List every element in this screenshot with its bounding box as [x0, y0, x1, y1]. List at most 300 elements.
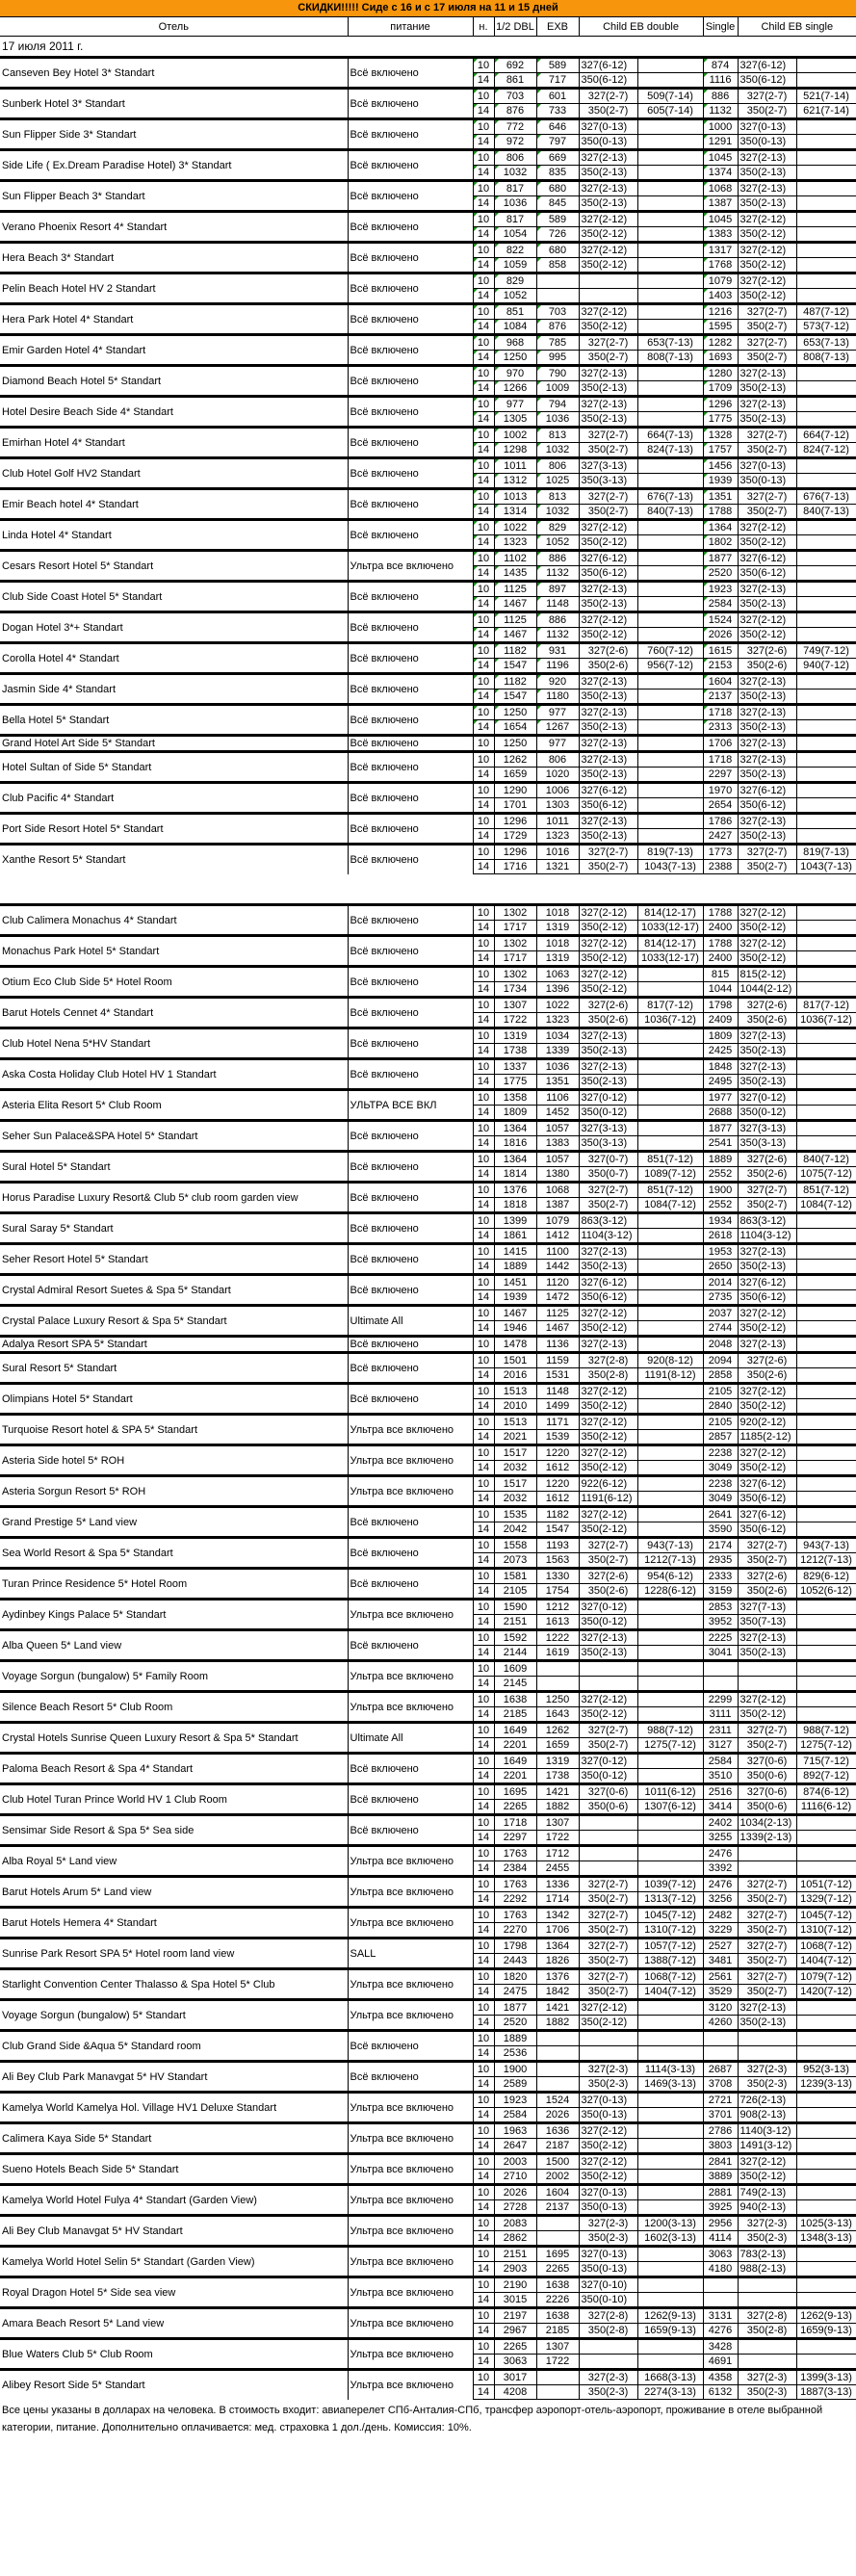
- cell-child-sgl-2: 1068(7-12): [796, 1939, 856, 1954]
- cell-nights: 10: [473, 212, 494, 227]
- cell-exb: [536, 289, 579, 304]
- cell-child-dbl-1: 327(2-13): [579, 150, 637, 166]
- cell-child-dbl-2: [637, 1306, 703, 1321]
- cell-dbl: 1722: [494, 1013, 536, 1028]
- cell-exb: 1159: [536, 1353, 579, 1368]
- cell-child-dbl-2: [637, 1492, 703, 1507]
- cell-child-dbl-2: [637, 289, 703, 304]
- cell-nights: 10: [473, 1908, 494, 1923]
- cell-child-sgl-2: [796, 597, 856, 612]
- cell-nights: 14: [473, 1229, 494, 1244]
- cell-child-dbl-1: 350(0-13): [579, 135, 637, 150]
- cell-exb: 1351: [536, 1075, 579, 1090]
- cell-single: 2333: [703, 1569, 738, 1584]
- cell-child-dbl-1: 327(2-12): [579, 1415, 637, 1430]
- cell-child-dbl-2: 1191(8-12): [637, 1368, 703, 1384]
- cell-dbl: 1182: [494, 674, 536, 690]
- cell-child-sgl-2: [796, 1384, 856, 1399]
- table-row: [0, 335, 856, 351]
- cell-single: 1296: [703, 397, 738, 412]
- cell-child-dbl-1: 350(2-7): [579, 1923, 637, 1939]
- cell-single: 1798: [703, 998, 738, 1013]
- cell-nights: 14: [473, 1321, 494, 1337]
- cell-child-dbl-1: 327(0-10): [579, 2277, 637, 2293]
- hotel-name: Port Side Resort Hotel 5* Standart: [0, 814, 348, 845]
- cell-child-sgl-2: 892(7-12): [796, 1769, 856, 1784]
- cell-child-sgl-2: 487(7-12): [796, 304, 856, 320]
- table-row: [0, 1337, 856, 1353]
- hotel-name: Kamelya World Hotel Fulya 4* Standart (Garden View): [0, 2185, 348, 2216]
- cell-nights: 10: [473, 643, 494, 659]
- cell-nights: 10: [473, 2062, 494, 2077]
- cell-exb: 1319: [536, 951, 579, 967]
- cell-single: 3708: [703, 2077, 738, 2093]
- cell-single: 3803: [703, 2139, 738, 2154]
- cell-nights: 14: [473, 1522, 494, 1538]
- meal-plan: Всё включено: [348, 674, 473, 705]
- cell-single: 2618: [703, 1229, 738, 1244]
- cell-dbl: 968: [494, 335, 536, 351]
- cell-child-sgl-1: 815(2-12): [738, 967, 796, 982]
- cell-child-sgl-1: 327(2-12): [738, 936, 796, 951]
- cell-exb: 1136: [536, 1337, 579, 1353]
- table-row: [0, 1476, 856, 1492]
- cell-child-sgl-1: 327(2-12): [738, 1306, 796, 1321]
- cell-dbl: 1011: [494, 458, 536, 474]
- meal-plan: Всё включено: [348, 1213, 473, 1244]
- table-row: [0, 1692, 856, 1707]
- cell-nights: 10: [473, 1569, 494, 1584]
- cell-child-sgl-2: [796, 1630, 856, 1646]
- cell-dbl: 2016: [494, 1368, 536, 1384]
- cell-child-dbl-2: [637, 2293, 703, 2308]
- cell-single: 1788: [703, 936, 738, 951]
- cell-child-sgl-1: 1140(3-12): [738, 2123, 796, 2139]
- cell-nights: 14: [473, 1260, 494, 1275]
- cell-single: 1045: [703, 212, 738, 227]
- cell-exb: 813: [536, 489, 579, 505]
- cell-child-sgl-2: 819(7-13): [796, 845, 856, 860]
- cell-child-sgl-2: 817(7-12): [796, 998, 856, 1013]
- cell-exb: [536, 1677, 579, 1692]
- cell-nights: 14: [473, 1584, 494, 1600]
- cell-child-sgl-1: 327(6-12): [738, 551, 796, 566]
- cell-nights: 10: [473, 551, 494, 566]
- cell-child-dbl-1: 327(2-12): [579, 2000, 637, 2016]
- cell-child-dbl-2: 1388(7-12): [637, 1954, 703, 1969]
- cell-child-sgl-2: 1079(7-12): [796, 1969, 856, 1985]
- cell-child-dbl-2: [637, 566, 703, 582]
- cell-child-sgl-1: 350(2-12): [738, 1707, 796, 1723]
- cell-nights: 14: [473, 1198, 494, 1213]
- cell-exb: 2185: [536, 2324, 579, 2339]
- cell-nights: 14: [473, 860, 494, 874]
- cell-single: 2881: [703, 2185, 738, 2200]
- cell-dbl: 1376: [494, 1183, 536, 1198]
- cell-dbl: 806: [494, 150, 536, 166]
- cell-child-sgl-1: 350(2-12): [738, 1399, 796, 1415]
- cell-single: 2527: [703, 1939, 738, 1954]
- cell-child-dbl-1: 327(2-12): [579, 1306, 637, 1321]
- cell-child-sgl-1: [738, 1661, 796, 1677]
- cell-child-dbl-1: 327(2-13): [579, 582, 637, 597]
- cell-child-dbl-2: 851(7-12): [637, 1152, 703, 1167]
- cell-nights: 14: [473, 720, 494, 736]
- cell-dbl: 1052: [494, 289, 536, 304]
- cell-exb: 1057: [536, 1152, 579, 1167]
- cell-exb: 2187: [536, 2139, 579, 2154]
- cell-child-sgl-2: [796, 397, 856, 412]
- cell-exb: [536, 2385, 579, 2400]
- cell-child-sgl-1: 327(2-12): [738, 612, 796, 628]
- cell-child-sgl-1: 327(2-12): [738, 1692, 796, 1707]
- cell-dbl: 822: [494, 243, 536, 258]
- cell-child-sgl-2: [796, 783, 856, 798]
- cell-exb: 1120: [536, 1275, 579, 1290]
- cell-nights: 10: [473, 1877, 494, 1892]
- table-row: [0, 1784, 856, 1800]
- cell-child-sgl-2: [796, 674, 856, 690]
- cell-child-sgl-1: 350(6-12): [738, 73, 796, 89]
- cell-child-dbl-2: [637, 1846, 703, 1861]
- cell-child-sgl-1: 350(2-13): [738, 381, 796, 397]
- cell-dbl: 1592: [494, 1630, 536, 1646]
- cell-child-sgl-2: [796, 258, 856, 273]
- cell-exb: 1212: [536, 1600, 579, 1615]
- cell-child-sgl-1: 783(2-13): [738, 2247, 796, 2262]
- hotel-name: Seher Sun Palace&SPA Hotel 5* Standart: [0, 1121, 348, 1152]
- hotel-name: Paloma Beach Resort & Spa 4* Standart: [0, 1754, 348, 1784]
- cell-child-sgl-2: 1212(7-13): [796, 1553, 856, 1569]
- cell-single: 1216: [703, 304, 738, 320]
- cell-child-sgl-2: [796, 119, 856, 135]
- col-child-eb-single: Child EB single: [738, 17, 856, 37]
- cell-child-sgl-1: 350(2-12): [738, 1321, 796, 1337]
- cell-child-sgl-1: 327(2-7): [738, 89, 796, 104]
- cell-child-sgl-1: 327(2-8): [738, 2308, 796, 2324]
- cell-nights: 14: [473, 2293, 494, 2308]
- cell-nights: 14: [473, 1492, 494, 1507]
- cell-child-sgl-2: 1043(7-13): [796, 860, 856, 874]
- table-row: [0, 1723, 856, 1738]
- cell-child-dbl-2: 988(7-12): [637, 1723, 703, 1738]
- meal-plan: Всё включено: [348, 643, 473, 674]
- cell-child-dbl-1: 327(2-12): [579, 1692, 637, 1707]
- meal-plan: Ультра все включено: [348, 2339, 473, 2370]
- hotel-name: Turan Prince Residence 5* Hotel Room: [0, 1569, 348, 1600]
- cell-nights: 10: [473, 2308, 494, 2324]
- col-exb: EXB: [536, 17, 579, 37]
- cell-child-sgl-1: 863(3-12): [738, 1213, 796, 1229]
- cell-child-sgl-2: [796, 1692, 856, 1707]
- cell-exb: 1020: [536, 768, 579, 783]
- cell-exb: 1882: [536, 1800, 579, 1815]
- cell-child-dbl-1: 350(2-7): [579, 1198, 637, 1213]
- cell-exb: 1524: [536, 2093, 579, 2108]
- cell-child-sgl-1: 327(2-6): [738, 1152, 796, 1167]
- cell-single: 1802: [703, 535, 738, 551]
- table-row: [0, 736, 856, 752]
- cell-single: 2561: [703, 1969, 738, 1985]
- cell-child-dbl-1: 350(2-13): [579, 720, 637, 736]
- cell-child-dbl-1: 327(2-13): [579, 752, 637, 768]
- cell-exb: 669: [536, 150, 579, 166]
- cell-child-dbl-2: 664(7-13): [637, 428, 703, 443]
- meal-plan: Всё включено: [348, 1059, 473, 1090]
- cell-child-sgl-2: [796, 381, 856, 397]
- cell-child-sgl-2: [796, 2046, 856, 2062]
- hotel-name: Alba Royal 5* Land view: [0, 1846, 348, 1877]
- cell-single: 3701: [703, 2108, 738, 2123]
- cell-nights: 10: [473, 1121, 494, 1136]
- cell-dbl: 2032: [494, 1461, 536, 1476]
- cell-exb: 1842: [536, 1985, 579, 2000]
- meal-plan: Всё включено: [348, 397, 473, 428]
- cell-child-dbl-2: [637, 1028, 703, 1044]
- cell-child-sgl-2: [796, 566, 856, 582]
- cell-child-sgl-1: [738, 1861, 796, 1877]
- cell-child-sgl-2: [796, 1059, 856, 1075]
- cell-exb: 1539: [536, 1430, 579, 1445]
- cell-child-dbl-1: 350(2-7): [579, 104, 637, 119]
- cell-child-sgl-1: 327(2-12): [738, 905, 796, 921]
- hotel-name: Cesars Resort Hotel 5* Standart: [0, 551, 348, 582]
- cell-child-sgl-1: 726(2-13): [738, 2093, 796, 2108]
- cell-child-sgl-2: 521(7-14): [796, 89, 856, 104]
- cell-single: 2552: [703, 1198, 738, 1213]
- cell-child-dbl-2: [637, 535, 703, 551]
- cell-child-dbl-1: 327(2-12): [579, 304, 637, 320]
- cell-child-dbl-1: 327(2-7): [579, 1183, 637, 1198]
- cell-single: 1317: [703, 243, 738, 258]
- cell-child-sgl-1: 327(2-12): [738, 2154, 796, 2170]
- cell-dbl: 1798: [494, 1939, 536, 1954]
- cell-exb: 733: [536, 104, 579, 119]
- cell-child-sgl-1: 327(2-7): [738, 335, 796, 351]
- cell-dbl: 1125: [494, 582, 536, 597]
- cell-child-sgl-1: 327(2-7): [738, 1723, 796, 1738]
- cell-dbl: 2520: [494, 2016, 536, 2031]
- cell-child-dbl-1: 327(2-8): [579, 1353, 637, 1368]
- cell-child-sgl-1: 327(0-6): [738, 1754, 796, 1769]
- cell-dbl: 1716: [494, 860, 536, 874]
- cell-single: 1132: [703, 104, 738, 119]
- cell-dbl: 1517: [494, 1476, 536, 1492]
- meal-plan: Ультра все включено: [348, 2308, 473, 2339]
- cell-nights: 14: [473, 320, 494, 335]
- cell-single: 2735: [703, 1290, 738, 1306]
- cell-single: 2037: [703, 1306, 738, 1321]
- meal-plan: Ультра все включено: [348, 2247, 473, 2277]
- cell-child-dbl-1: [579, 2339, 637, 2355]
- cell-single: 1718: [703, 752, 738, 768]
- cell-child-dbl-1: 350(2-12): [579, 1522, 637, 1538]
- cell-single: 1889: [703, 1152, 738, 1167]
- cell-nights: 14: [473, 1461, 494, 1476]
- hotel-name: Aska Costa Holiday Club Hotel HV 1 Standart: [0, 1059, 348, 1090]
- cell-single: 2388: [703, 860, 738, 874]
- cell-child-dbl-1: 327(2-7): [579, 1877, 637, 1892]
- hotel-name: Hera Beach 3* Standart: [0, 243, 348, 273]
- cell-child-dbl-2: 1039(7-12): [637, 1877, 703, 1892]
- cell-dbl: 1262: [494, 752, 536, 768]
- cell-child-sgl-1: 350(2-13): [738, 1646, 796, 1661]
- cell-child-dbl-2: 1313(7-12): [637, 1892, 703, 1908]
- cell-single: 2297: [703, 768, 738, 783]
- cell-child-sgl-1: 327(6-12): [738, 1476, 796, 1492]
- meal-plan: Всё включено: [348, 705, 473, 736]
- hotel-name: Olimpians Hotel 5* Standart: [0, 1384, 348, 1415]
- cell-dbl: 1547: [494, 690, 536, 705]
- cell-exb: 1826: [536, 1954, 579, 1969]
- cell-exb: 1180: [536, 690, 579, 705]
- cell-exb: 1754: [536, 1584, 579, 1600]
- cell-single: 2857: [703, 1430, 738, 1445]
- cell-child-sgl-2: [796, 1321, 856, 1337]
- table-row: [0, 1815, 856, 1831]
- cell-child-sgl-1: 350(2-13): [738, 690, 796, 705]
- cell-child-sgl-1: 350(0-6): [738, 1769, 796, 1784]
- cell-exb: 931: [536, 643, 579, 659]
- cell-nights: 14: [473, 1985, 494, 2000]
- cell-nights: 10: [473, 936, 494, 951]
- cell-dbl: 1302: [494, 936, 536, 951]
- hotel-name: Diamond Beach Hotel 5* Standart: [0, 366, 348, 397]
- cell-single: 2105: [703, 1384, 738, 1399]
- cell-child-sgl-2: 653(7-13): [796, 335, 856, 351]
- cell-child-dbl-2: 676(7-13): [637, 489, 703, 505]
- cell-child-sgl-1: 327(2-7): [738, 1939, 796, 1954]
- hotel-name: Dogan Hotel 3*+ Standart: [0, 612, 348, 643]
- cell-child-sgl-2: [796, 1121, 856, 1136]
- cell-exb: 1380: [536, 1167, 579, 1183]
- cell-exb: 1531: [536, 1368, 579, 1384]
- cell-child-sgl-2: [796, 628, 856, 643]
- cell-child-sgl-2: [796, 905, 856, 921]
- cell-child-sgl-2: [796, 1831, 856, 1846]
- hotel-name: Jasmin Side 4* Standart: [0, 674, 348, 705]
- cell-child-sgl-2: 1659(9-13): [796, 2324, 856, 2339]
- cell-child-dbl-2: 1043(7-13): [637, 860, 703, 874]
- cell-child-sgl-1: 327(6-12): [738, 1507, 796, 1522]
- cell-child-dbl-2: [637, 768, 703, 783]
- cell-nights: 10: [473, 243, 494, 258]
- cell-child-sgl-2: 874(6-12): [796, 1784, 856, 1800]
- meal-plan: Ультра все включено: [348, 1969, 473, 2000]
- cell-child-sgl-1: 327(7-13): [738, 1600, 796, 1615]
- cell-exb: 1106: [536, 1090, 579, 1106]
- cell-nights: 14: [473, 1800, 494, 1815]
- cell-dbl: 2728: [494, 2200, 536, 2216]
- cell-child-dbl-2: [637, 1384, 703, 1399]
- cell-exb: 1323: [536, 829, 579, 845]
- cell-nights: 10: [473, 814, 494, 829]
- table-row: [0, 520, 856, 535]
- table-row: [0, 212, 856, 227]
- cell-child-sgl-2: [796, 1445, 856, 1461]
- cell-child-dbl-2: [637, 2000, 703, 2016]
- cell-exb: 876: [536, 320, 579, 335]
- cell-child-sgl-1: 327(6-12): [738, 58, 796, 73]
- cell-exb: 646: [536, 119, 579, 135]
- cell-single: 3229: [703, 1923, 738, 1939]
- table-row: [0, 1630, 856, 1646]
- cell-child-sgl-1: 327(2-7): [738, 1969, 796, 1985]
- cell-exb: 1006: [536, 783, 579, 798]
- cell-child-sgl-1: 908(2-13): [738, 2108, 796, 2123]
- cell-exb: 1659: [536, 1738, 579, 1754]
- cell-exb: 1882: [536, 2016, 579, 2031]
- cell-child-dbl-1: 350(2-12): [579, 1461, 637, 1476]
- meal-plan: Всё включено: [348, 582, 473, 612]
- cell-dbl: 1312: [494, 474, 536, 489]
- cell-child-dbl-2: [637, 1213, 703, 1229]
- cell-child-dbl-1: [579, 1677, 637, 1692]
- cell-child-sgl-2: [796, 289, 856, 304]
- cell-single: 2552: [703, 1167, 738, 1183]
- cell-child-sgl-1: 327(2-12): [738, 212, 796, 227]
- hotel-name: Club Hotel Golf HV2 Standart: [0, 458, 348, 489]
- cell-child-dbl-1: 327(2-12): [579, 2154, 637, 2170]
- table-row: [0, 458, 856, 474]
- cell-child-dbl-1: [579, 1846, 637, 1861]
- cell-nights: 14: [473, 2046, 494, 2062]
- cell-dbl: 1738: [494, 1044, 536, 1059]
- cell-child-dbl-1: 327(2-13): [579, 1244, 637, 1260]
- meal-plan: Ультра все включено: [348, 1415, 473, 1445]
- cell-exb: [536, 1661, 579, 1677]
- cell-child-dbl-2: [637, 1815, 703, 1831]
- cell-single: 2935: [703, 1553, 738, 1569]
- meal-plan: Всё включено: [348, 1507, 473, 1538]
- cell-single: 2299: [703, 1692, 738, 1707]
- cell-child-sgl-1: 327(2-13): [738, 752, 796, 768]
- cell-child-sgl-1: 350(2-13): [738, 166, 796, 181]
- cell-single: 1786: [703, 814, 738, 829]
- cell-exb: 1303: [536, 798, 579, 814]
- cell-child-dbl-1: 350(2-12): [579, 982, 637, 998]
- cell-nights: 10: [473, 397, 494, 412]
- table-row: [0, 1445, 856, 1461]
- cell-child-dbl-2: [637, 2139, 703, 2154]
- cell-child-sgl-2: [796, 58, 856, 73]
- cell-child-sgl-1: 350(2-7): [738, 320, 796, 335]
- cell-child-dbl-1: 327(0-12): [579, 1090, 637, 1106]
- cell-child-dbl-2: [637, 1321, 703, 1337]
- cell-nights: 10: [473, 1476, 494, 1492]
- cell-nights: 14: [473, 2108, 494, 2123]
- cell-child-dbl-2: [637, 1136, 703, 1152]
- cell-child-dbl-1: 350(2-12): [579, 320, 637, 335]
- cell-exb: 680: [536, 181, 579, 196]
- cell-child-sgl-1: 350(6-12): [738, 1290, 796, 1306]
- footer-note: Все цены указаны в долларах на человека. В стоимость входит: авиаперелет СПб-Анталия-СПб, трансфер аэропорт-отель-аэропорт, проживание в отеле выбранной категории, питание. Дополнительно оплачивается: мед. страховка 1 дол./день. Комиссия: 10%.: [2, 2405, 823, 2433]
- cell-child-dbl-1: 350(2-7): [579, 860, 637, 874]
- hotel-name: Corolla Hotel 4* Standart: [0, 643, 348, 674]
- cell-nights: 10: [473, 612, 494, 628]
- cell-child-sgl-1: [738, 2277, 796, 2293]
- cell-child-dbl-1: 350(2-13): [579, 829, 637, 845]
- cell-dbl: 1649: [494, 1754, 536, 1769]
- cell-child-dbl-1: 350(2-6): [579, 1584, 637, 1600]
- cell-child-dbl-1: 327(0-7): [579, 1152, 637, 1167]
- cell-exb: 1068: [536, 1183, 579, 1198]
- cell-nights: 10: [473, 1415, 494, 1430]
- cell-child-sgl-1: 350(2-13): [738, 829, 796, 845]
- table-row: [0, 2185, 856, 2200]
- cell-single: 3510: [703, 1769, 738, 1784]
- cell-child-dbl-1: 327(2-12): [579, 967, 637, 982]
